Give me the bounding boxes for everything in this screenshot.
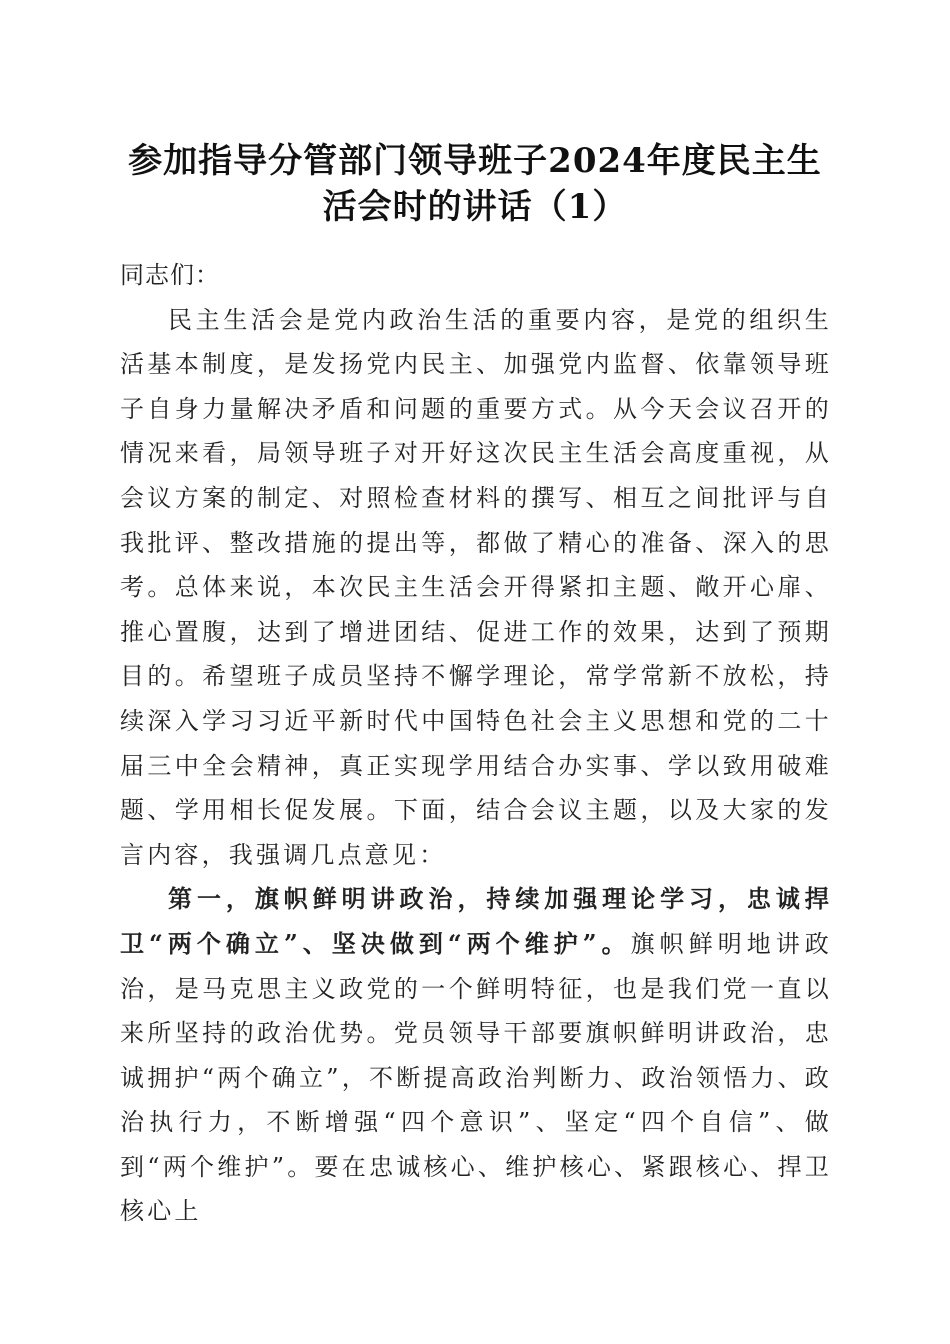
greeting: 同志们： (120, 261, 220, 289)
document-body (120, 253, 832, 1234)
paragraph-1: 民主生活会是党内政治生活的重要内容，是党的组织生活基本制度，是发扬党内民主、加强党内监督、依靠领导班子自身力量解决矛盾和问题的重要方式。从今天会议召开的情况来看，局领导班子对开好这次民主生活会高度重视，从会议方案的制定、对照检查材料的撰写、相互之间批评与自我批评、整改措施的提出等，都做了精心的准备、深入的思考。总体来说，本次民主生活会开得紧扣主题、敞开心扉、推心置腹，达到了增进团结、促进工作的效果，达到了预期目的。希望班子成员坚持不懈学理论，常学常新不放松，持续深入学习习近平新时代中国特色社会主义思想和党的二十届三中全会精神，真正实现学用结合办实事、学以致用破难题、学用相长促发展。下面，结合会议主题，以及大家的发言内容，我强调几点意见： (120, 305, 832, 869)
document-title (95, 138, 855, 230)
title-line-2: 活会时的讲话（1） (322, 187, 628, 227)
paragraph-2-body: 旗帜鲜明地讲政治，是马克思主义政党的一个鲜明特征，也是我们党一直以来所坚持的政治优势。党员领导干部要旗帜鲜明讲政治，忠诚拥护“两个确立”，不断提高政治判断力、政治领悟力、政治执行力，不断增强“四个意识”、坚定“四个自信”、做到“两个维护”。要在忠诚核心、维护核心、紧跟核心、捍卫核心上 (120, 929, 832, 1226)
paragraph-2 (120, 877, 832, 1234)
paragraph-2-lead: 第一，旗帜鲜明讲政治，持续加强理论学习，忠诚捍卫“两个确立”、坚决做到“两个维护”。 (120, 884, 832, 958)
title-line-1: 参加指导分管部门领导班子2024年度民主生 (128, 141, 822, 181)
